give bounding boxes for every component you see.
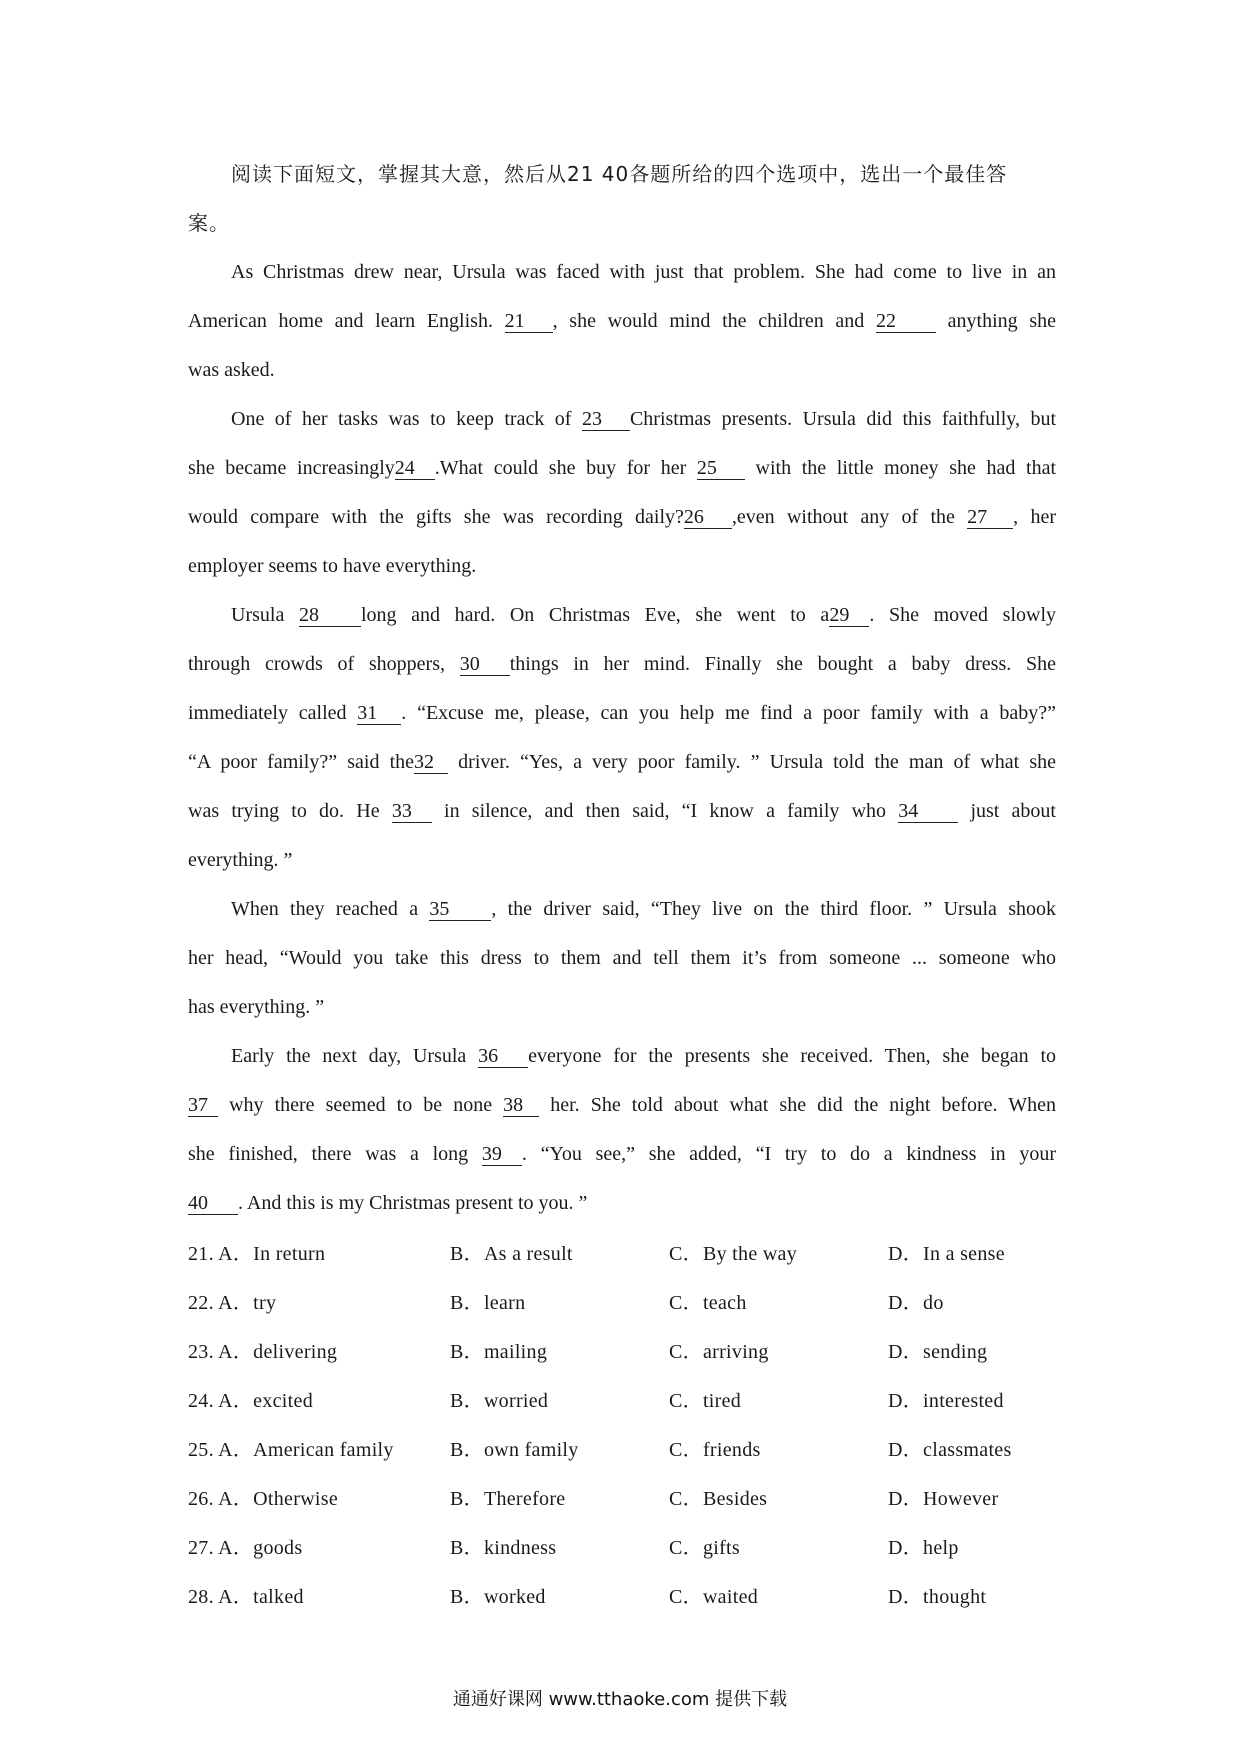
passage-line — [188, 591, 1056, 640]
option-d: D．do — [888, 1292, 944, 1314]
option-a: 27. A．goods — [188, 1537, 303, 1559]
passage-line — [188, 1130, 1056, 1179]
option-row-28 — [188, 1573, 1056, 1622]
text: Ursula — [231, 604, 299, 626]
instructions-line-1: 阅读下面短文，掌握其大意，然后从21 40各题所给的四个选项中，选出一个最佳答 — [231, 162, 1008, 186]
option-row-22 — [188, 1279, 1056, 1328]
option-row-21 — [188, 1230, 1056, 1279]
option-d: D．In a sense — [888, 1243, 1005, 1265]
passage-line — [188, 1179, 1056, 1228]
passage-line: has everything. ” — [188, 996, 325, 1018]
text: why there seemed to be none — [218, 1094, 504, 1116]
text: Early the next day, Ursula — [231, 1045, 479, 1067]
text: would compare with the gifts she was recording daily? — [188, 506, 684, 528]
blank-22: 22 — [876, 310, 936, 333]
passage-line — [188, 297, 1056, 346]
blank-35: 35 — [429, 898, 491, 921]
option-a: 25. A．American family — [188, 1439, 394, 1461]
text: American home and learn English. — [188, 310, 505, 332]
text: “A poor family?” said the — [188, 751, 415, 773]
passage-line — [188, 787, 1056, 836]
text: just about — [958, 800, 1056, 822]
text: , she would mind the children and — [552, 310, 876, 332]
blank-37: 37 — [188, 1094, 218, 1117]
text: . She moved slowly — [869, 604, 1057, 626]
blank-33: 33 — [392, 800, 432, 823]
option-c: C．gifts — [669, 1537, 740, 1559]
blank-25: 25 — [697, 457, 745, 480]
blank-23: 23 — [582, 408, 630, 431]
passage-line — [188, 1081, 1056, 1130]
passage-line: As Christmas drew near, Ursula was faced with just that problem. She had come to live in an — [231, 261, 1056, 283]
blank-32: 32 — [414, 751, 448, 774]
blank-29: 29 — [829, 604, 869, 627]
passage — [188, 150, 1056, 1228]
text: Christmas presents. Ursula did this faithfully, but — [629, 408, 1057, 430]
passage-line: was asked. — [188, 359, 275, 381]
text: When they reached a — [231, 898, 430, 920]
option-a: 21. A．In return — [188, 1243, 326, 1265]
text: she finished, there was a long — [188, 1143, 482, 1165]
passage-line: employer seems to have everything. — [188, 555, 477, 577]
passage-line — [188, 444, 1056, 493]
blank-30: 30 — [460, 653, 510, 676]
text: in silence, and then said, “I know a family who — [431, 800, 899, 822]
passage-line — [188, 493, 1056, 542]
text: .What could she buy for her — [434, 457, 697, 479]
text: her. She told about what she did the night before. When — [539, 1094, 1056, 1116]
text: , her — [1013, 506, 1056, 528]
option-row-27 — [188, 1524, 1056, 1573]
option-c: C．teach — [669, 1292, 747, 1314]
text: immediately called — [188, 702, 358, 724]
option-b: B．kindness — [450, 1537, 557, 1559]
blank-38: 38 — [503, 1094, 539, 1117]
option-d: D．However — [888, 1488, 999, 1510]
option-d: D．sending — [888, 1341, 988, 1363]
option-b: B．mailing — [450, 1341, 548, 1363]
text: everyone for the presents she received. Then, she began to — [528, 1045, 1057, 1067]
option-a: 22. A．try — [188, 1292, 277, 1314]
option-c: C．waited — [669, 1586, 759, 1608]
option-a: 23. A．delivering — [188, 1341, 338, 1363]
text: things in her mind. Finally she bought a baby dress. She — [509, 653, 1056, 675]
passage-line — [188, 885, 1056, 934]
text: anything she — [935, 310, 1056, 332]
passage-line — [188, 738, 1056, 787]
text: . “Excuse me, please, can you help me find a poor family with a baby?” — [401, 702, 1056, 724]
text: was trying to do. He — [188, 800, 392, 822]
text: through crowds of shoppers, — [188, 653, 460, 675]
option-a: 26. A．Otherwise — [188, 1488, 339, 1510]
text: long and hard. On Christmas Eve, she went to a — [360, 604, 830, 626]
passage-line: her head, “Would you take this dress to them and tell them it’s from someone ... someone who — [188, 947, 1056, 969]
option-d: D．thought — [888, 1586, 987, 1608]
passage-line — [188, 640, 1056, 689]
option-c: C．arriving — [669, 1341, 769, 1363]
passage-line — [188, 689, 1056, 738]
option-d: D．interested — [888, 1390, 1004, 1412]
option-a: 28. A．talked — [188, 1586, 304, 1608]
option-row-25 — [188, 1426, 1056, 1475]
passage-line: everything. ” — [188, 849, 293, 871]
option-c: C．Besides — [669, 1488, 768, 1510]
blank-24: 24 — [395, 457, 435, 480]
text: she became increasingly — [188, 457, 395, 479]
option-row-26 — [188, 1475, 1056, 1524]
passage-line — [188, 1032, 1056, 1081]
blank-39: 39 — [482, 1143, 522, 1166]
option-d: D．classmates — [888, 1439, 1012, 1461]
blank-28: 28 — [299, 604, 361, 627]
text: . And this is my Christmas present to you. ” — [238, 1192, 588, 1214]
instructions-line-2: 案。 — [188, 211, 230, 235]
options-list — [188, 1230, 1056, 1622]
blank-34: 34 — [898, 800, 958, 823]
blank-36: 36 — [478, 1045, 528, 1068]
text: driver. “Yes, a very poor family. ” Ursula told the man of what she — [448, 751, 1056, 773]
option-b: B．learn — [450, 1292, 526, 1314]
text: with the little money she had that — [744, 457, 1057, 479]
blank-21: 21 — [505, 310, 553, 333]
page-footer: 通通好课网 www.tthaoke.com 提供下载 — [452, 1689, 788, 1710]
blank-31: 31 — [357, 702, 401, 725]
option-d: D．help — [888, 1537, 959, 1559]
option-b: B．As a result — [450, 1243, 573, 1265]
option-c: C．tired — [669, 1390, 742, 1412]
text: One of her tasks was to keep track of — [231, 408, 582, 430]
text: . “You see,” she added, “I try to do a kindness in your — [521, 1143, 1056, 1165]
option-c: C．friends — [669, 1439, 761, 1461]
option-b: B．own family — [450, 1439, 579, 1461]
text: ,even without any of the — [731, 506, 968, 528]
blank-27: 27 — [967, 506, 1013, 529]
option-b: B．worried — [450, 1390, 549, 1412]
blank-40: 40 — [188, 1192, 238, 1215]
option-c: C．By the way — [669, 1243, 798, 1265]
option-b: B．Therefore — [450, 1488, 566, 1510]
option-b: B．worked — [450, 1586, 546, 1608]
option-row-23 — [188, 1328, 1056, 1377]
option-row-24 — [188, 1377, 1056, 1426]
text: , the driver said, “They live on the third floor. ” Ursula shook — [491, 898, 1056, 920]
blank-26: 26 — [684, 506, 732, 529]
option-a: 24. A．excited — [188, 1390, 313, 1412]
passage-line — [188, 395, 1056, 444]
